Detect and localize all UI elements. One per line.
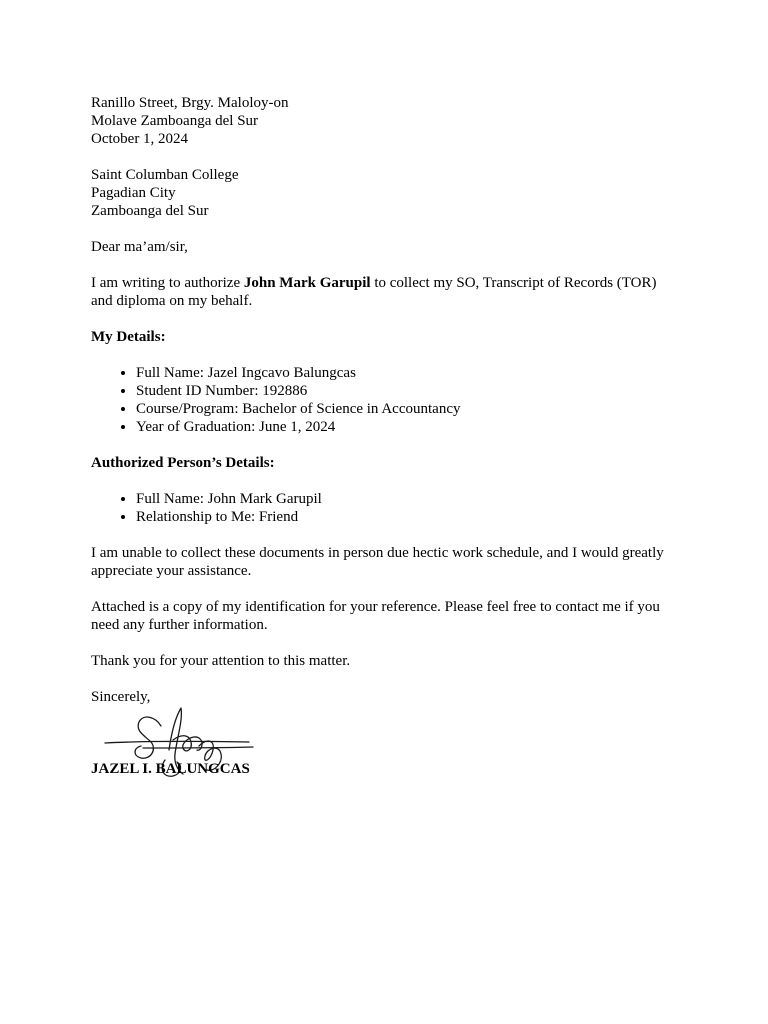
letter-body	[91, 94, 681, 777]
reason-paragraph: I am unable to collect these documents in person due hectic work schedule, and I would greatly appreciate your assistance.	[91, 545, 664, 579]
recipient-line3: Zamboanga del Sur	[91, 203, 209, 219]
intro-text-before: I am writing to authorize	[91, 275, 244, 291]
intro-text-after: to collect my SO, Transcript of Records (TOR) and diploma on my behalf.	[91, 275, 657, 309]
recipient-line1: Saint Columban College	[91, 167, 239, 183]
letter-date: October 1, 2024	[91, 131, 189, 147]
intro-paragraph	[91, 274, 681, 310]
salutation: Dear ma’am/sir,	[91, 239, 188, 255]
sender-address-line1: Ranillo Street, Brgy. Maloloy-on	[91, 95, 289, 111]
list-item: • Student ID Number: 192886	[136, 382, 681, 400]
list-item: • Course/Program: Bachelor of Science in Accountancy	[136, 400, 681, 418]
recipient-address	[91, 166, 681, 220]
my-details-list	[91, 364, 681, 436]
authorized-name: John Mark Garupil	[243, 275, 371, 291]
authorized-details-list	[91, 490, 681, 526]
recipient-line2: Pagadian City	[91, 185, 176, 201]
closing: Sincerely,	[91, 689, 151, 705]
signatory-name: JAZEL I. BALUNGCAS	[91, 761, 250, 777]
my-details-heading: My Details:	[91, 329, 166, 345]
list-item: • Full Name: Jazel Ingcavo Balungcas	[136, 364, 681, 382]
sender-address-line2: Molave Zamboanga del Sur	[91, 113, 259, 129]
list-item: • Full Name: John Mark Garupil	[136, 490, 681, 508]
list-item: • Year of Graduation: June 1, 2024	[136, 418, 681, 436]
thanks-paragraph: Thank you for your attention to this matter.	[91, 653, 351, 669]
signature-block	[91, 706, 681, 777]
attachment-paragraph: Attached is a copy of my identification for your reference. Please feel free to contact me if you need any further information.	[91, 599, 660, 633]
list-item: • Relationship to Me: Friend	[136, 508, 681, 526]
sender-address	[91, 94, 681, 148]
authorized-details-heading: Authorized Person’s Details:	[91, 455, 275, 471]
